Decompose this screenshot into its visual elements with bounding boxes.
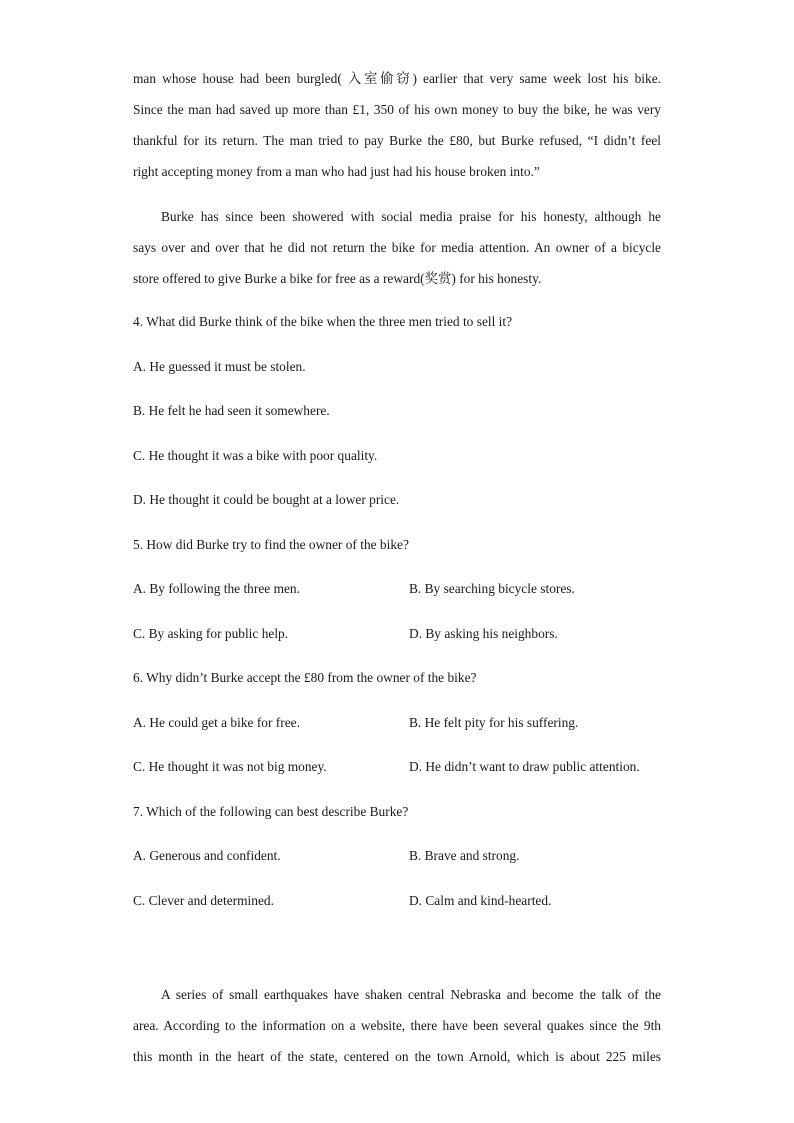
next-passage	[133, 979, 661, 1072]
option-a: A. He guessed it must be stolen.	[133, 358, 306, 374]
question-5	[133, 535, 661, 669]
question-4	[133, 312, 661, 535]
paragraph-line: Since the man had saved up more than £1, 350 of his own money to buy the bike, he was very	[133, 102, 661, 117]
option-d: D. Calm and kind-hearted.	[409, 892, 552, 908]
option-b: B. Brave and strong.	[409, 848, 520, 863]
paragraph-line: says over and over that he did not return the bike for media attention. An owner of a bicycle	[133, 240, 661, 255]
passage-paragraph-final	[133, 201, 661, 294]
option-a: A. Generous and confident.	[133, 848, 281, 863]
paragraph-line: area. According to the information on a website, there have been several quakes since the 9th	[133, 1018, 661, 1033]
option-b: B. He felt pity for his suffering.	[409, 714, 579, 730]
question-stem: 5. How did Burke try to find the owner of the bike?	[133, 536, 409, 552]
option-d: D. By asking his neighbors.	[409, 625, 558, 641]
document-page	[133, 63, 661, 1072]
option-a: A. He could get a bike for free.	[133, 714, 300, 730]
question-stem: 4. What did Burke think of the bike when the three men tried to sell it?	[133, 314, 513, 329]
option-c: C. He thought it was a bike with poor quality.	[133, 447, 378, 463]
option-c: C. By asking for public help.	[133, 625, 289, 641]
paragraph-line: man whose house had been burgled( 入室偷窃) earlier that very same week lost his bike.	[133, 71, 661, 86]
paragraph-line: store offered to give Burke a bike for free as a reward(奖赏) for his honesty.	[133, 271, 542, 286]
passage-paragraph-end	[133, 63, 661, 187]
paragraph-line: right accepting money from a man who had just had his house broken into.”	[133, 164, 540, 179]
paragraph-line: this month in the heart of the state, centered on the town Arnold, which is about 225 miles	[133, 1049, 661, 1064]
question-7	[133, 802, 661, 936]
option-d: D. He thought it could be bought at a lower price.	[133, 492, 400, 507]
question-6	[133, 668, 661, 802]
question-stem: 6. Why didn’t Burke accept the £80 from the owner of the bike?	[133, 670, 477, 685]
paragraph-line: Burke has since been showered with social media praise for his honesty, although he	[161, 209, 661, 224]
paragraph-line: A series of small earthquakes have shaken central Nebraska and become the talk of the	[161, 987, 661, 1002]
option-c: C. He thought it was not big money.	[133, 759, 327, 774]
option-c: C. Clever and determined.	[133, 892, 274, 908]
option-a: A. By following the three men.	[133, 581, 300, 596]
option-d: D. He didn’t want to draw public attention.	[409, 759, 640, 774]
paragraph-line: thankful for its return. The man tried to pay Burke the £80, but Burke refused, “I didn’t feel	[133, 133, 661, 148]
question-stem: 7. Which of the following can best describe Burke?	[133, 803, 409, 819]
option-b: B. He felt he had seen it somewhere.	[133, 403, 330, 418]
option-b: B. By searching bicycle stores.	[409, 581, 575, 596]
